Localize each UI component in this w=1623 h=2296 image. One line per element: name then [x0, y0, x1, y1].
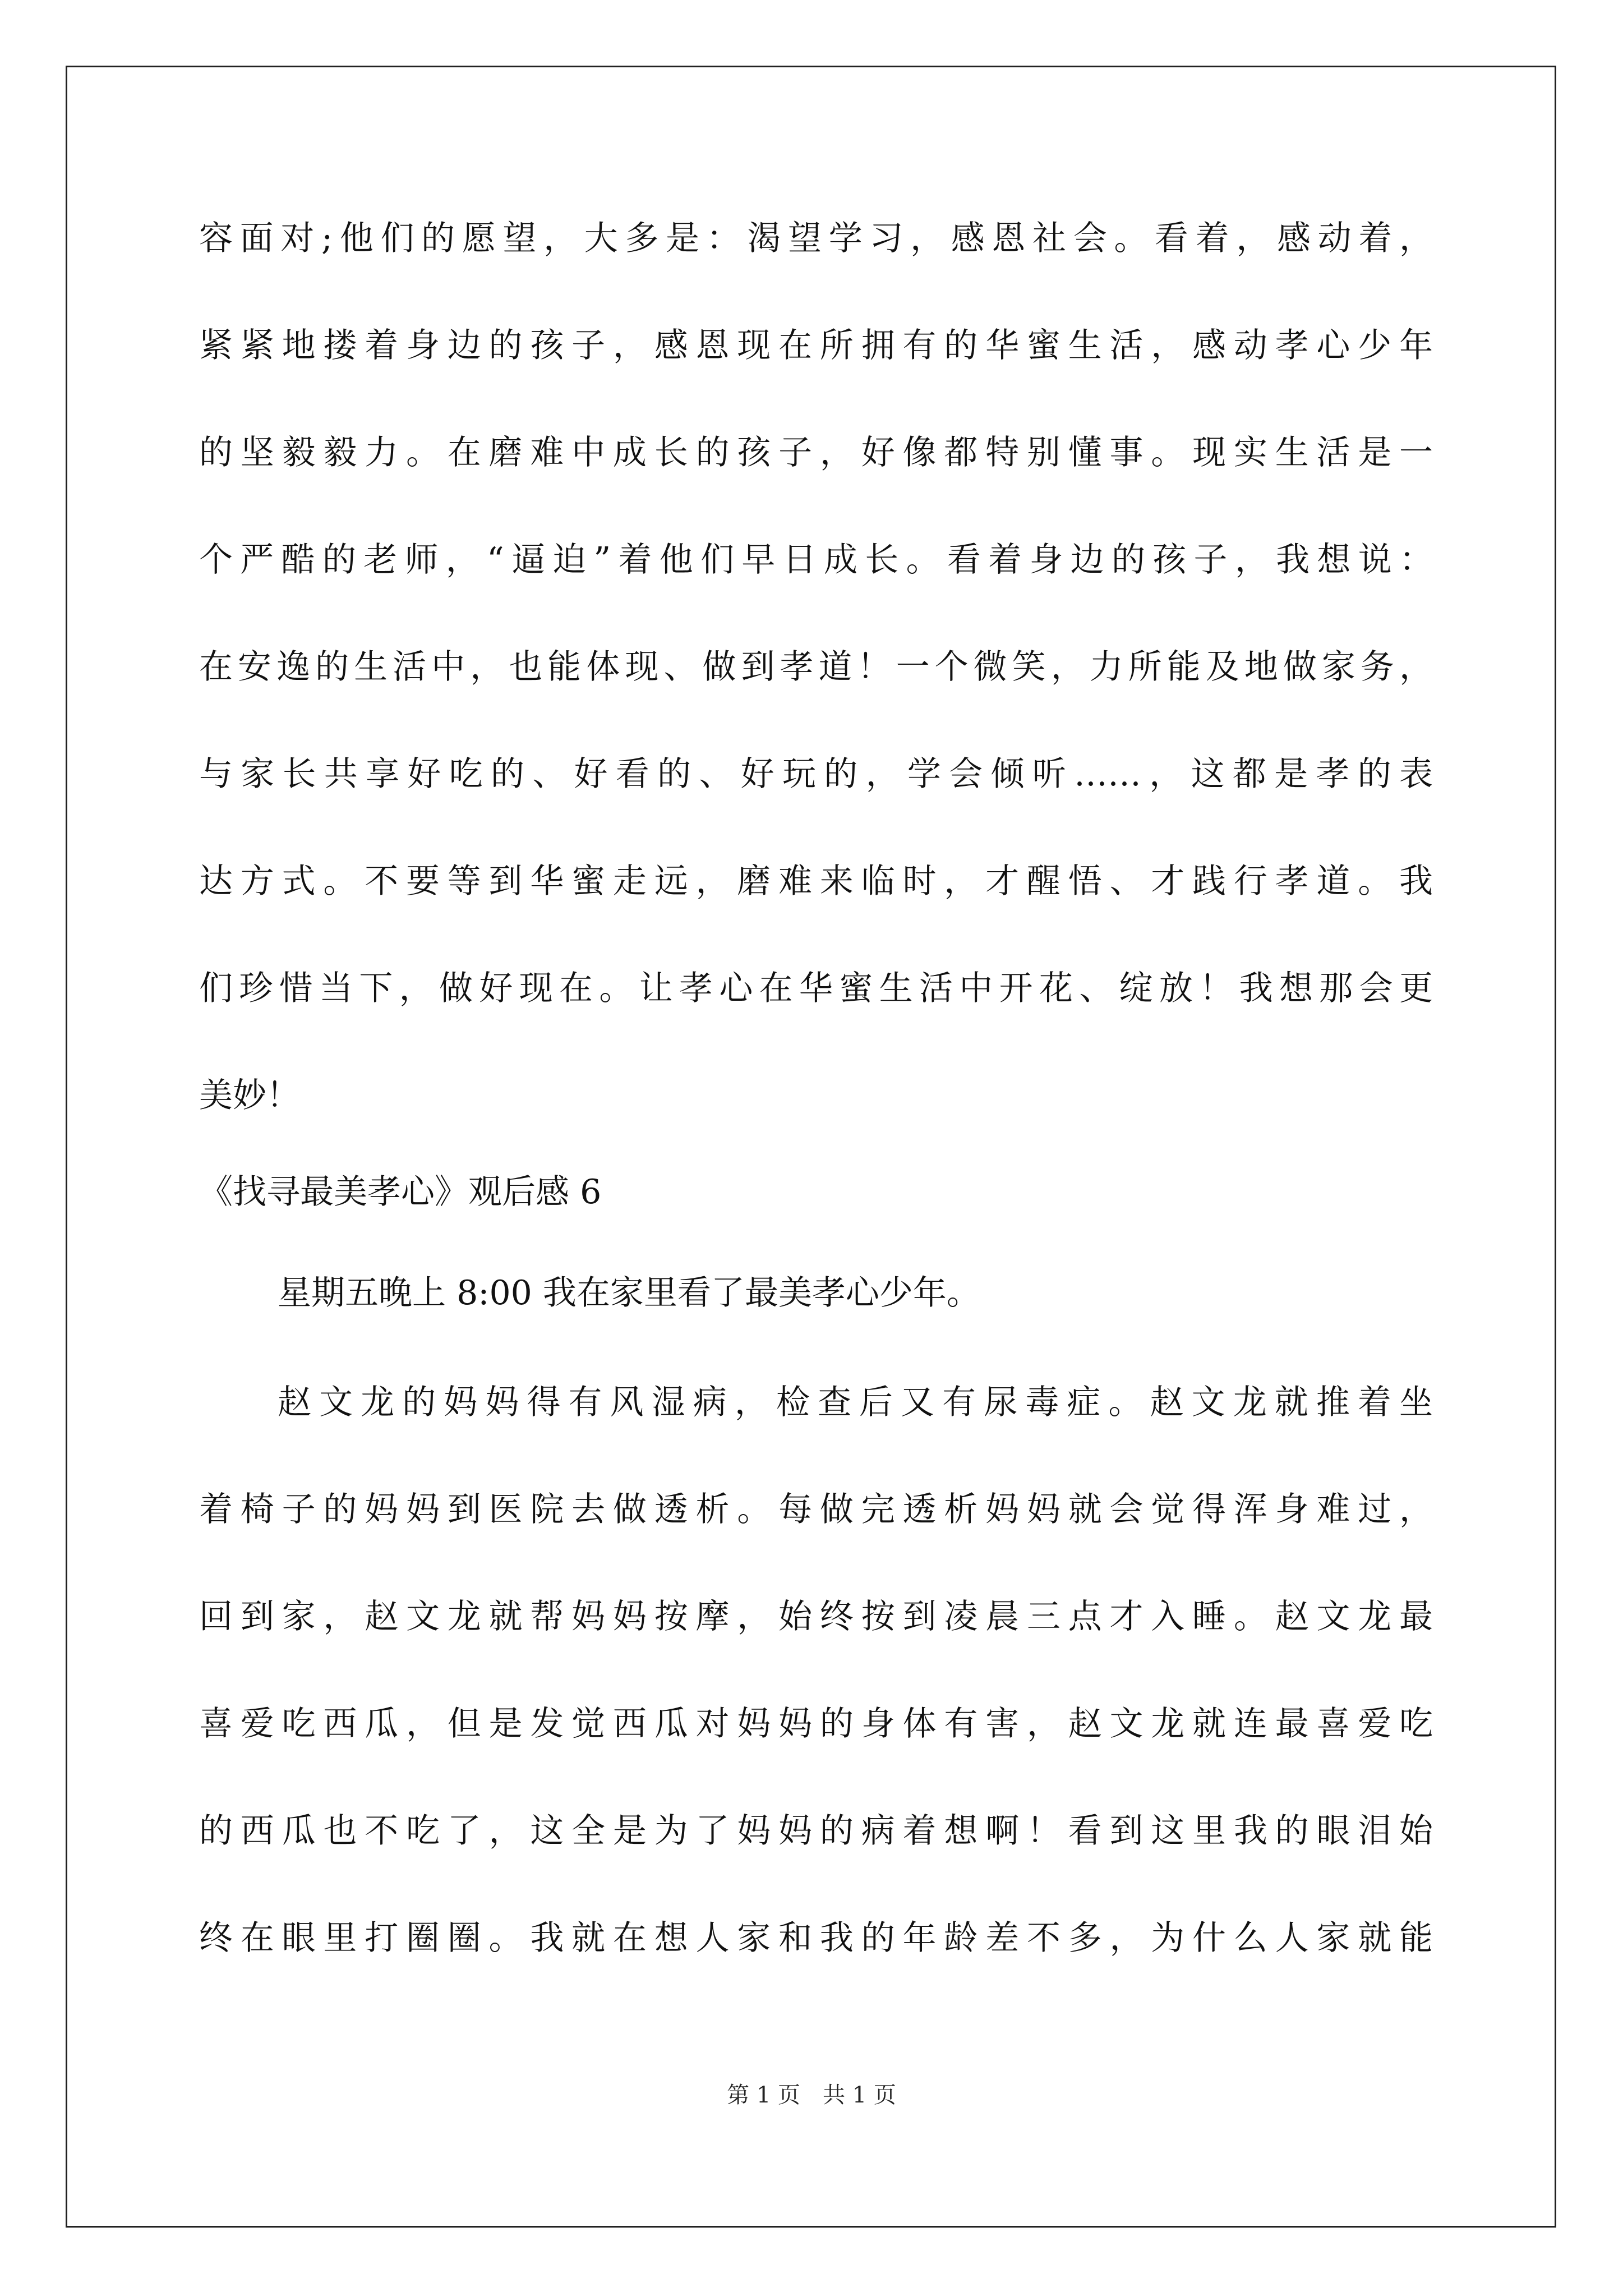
page-footer: 第 1 页 共 1 页 [727, 2082, 896, 2108]
text-line: 回到家，赵文龙就帮妈妈按摩，始终按到凌晨三点才入睡。赵文龙最 [199, 1597, 1433, 1636]
text-line: 星期五晚上 8:00 我在家里看了最美孝心少年。 [278, 1273, 980, 1313]
text-line: 与家长共享好吃的、好看的、好玩的，学会倾听……，这都是孝的表 [199, 754, 1433, 794]
page-border [66, 66, 1556, 2228]
text-line: 着椅子的妈妈到医院去做透析。每做完透析妈妈就会觉得浑身难过， [199, 1490, 1433, 1529]
text-line: 的西瓜也不吃了，这全是为了妈妈的病着想啊！看到这里我的眼泪始 [199, 1811, 1433, 1851]
text-line: 们珍惜当下，做好现在。让孝心在华蜜生活中开花、绽放！我想那会更 [199, 969, 1433, 1008]
text-line: 美妙！ [199, 1076, 300, 1115]
text-line: 的坚毅毅力。在磨难中成长的孩子，好像都特别懂事。现实生活是一 [199, 433, 1433, 472]
section-heading: 《找寻最美孝心》观后感 6 [199, 1172, 602, 1212]
text-line: 个严酷的老师，“逼迫”着他们早日成长。看着身边的孩子，我想说： [199, 540, 1433, 579]
text-line: 在安逸的生活中，也能体现、做到孝道！一个微笑，力所能及地做家务， [199, 647, 1433, 687]
text-line: 赵文龙的妈妈得有风湿病，检查后又有尿毒症。赵文龙就推着坐 [278, 1383, 1433, 1422]
text-line: 喜爱吃西瓜，但是发觉西瓜对妈妈的身体有害，赵文龙就连最喜爱吃 [199, 1704, 1433, 1743]
text-line: 达方式。不要等到华蜜走远，磨难来临时，才醒悟、才践行孝道。我 [199, 862, 1433, 901]
text-line: 容面对;他们的愿望，大多是：渴望学习，感恩社会。看着，感动着， [199, 219, 1433, 258]
text-line: 紧紧地搂着身边的孩子，感恩现在所拥有的华蜜生活，感动孝心少年 [199, 326, 1433, 365]
text-line: 终在眼里打圈圈。我就在想人家和我的年龄差不多，为什么人家就能 [199, 1918, 1433, 1958]
